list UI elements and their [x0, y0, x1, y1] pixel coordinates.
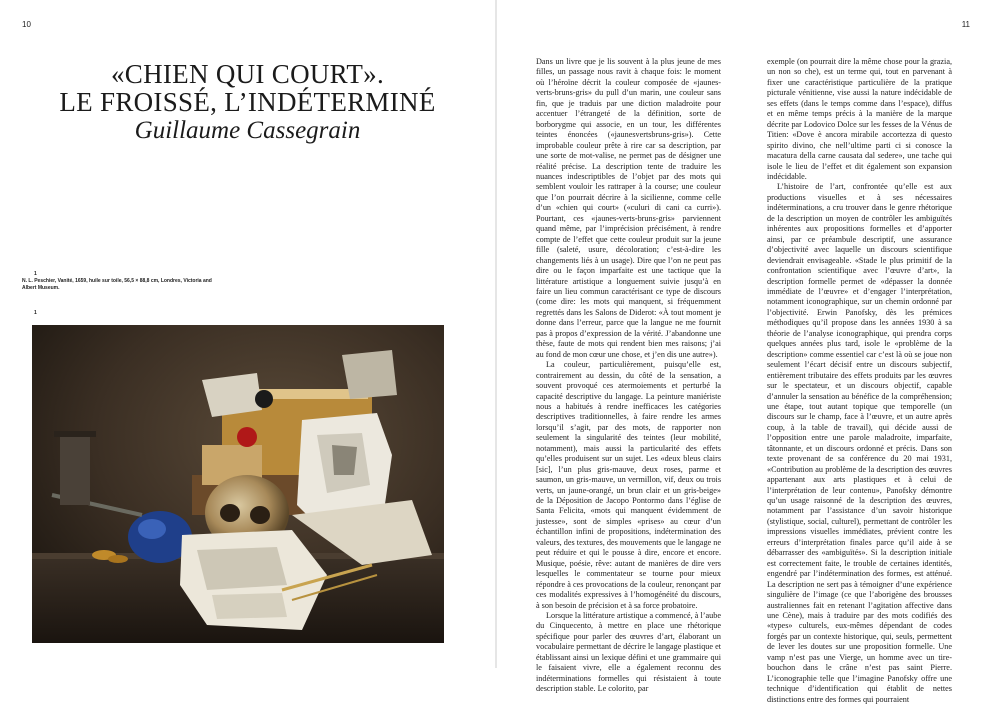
caption-figure-number: 1: [34, 271, 37, 277]
paragraph: La couleur, particulièrement, puisqu’elle est, contrairement au dessin, du côté de la sensation, a souvent provoqué ces atermoiements et perturbé la capacité descriptive du langage. La peinture maniériste nous a habitués à rendre inefficaces les catégories descriptives traditionnelles, à faire rendre les armes lorsqu’il s’agit, par des mots, de rapporter non seulement la singularité des teintes (leur mobilité, notamment), mais aussi la particularité des effets qu’elles produisent sur un sujet. Les «deux bleus clairs [sic], l’un plus gris-mauve, deux roses, parme et saumon, un gris-mauve, un vermillon, vif, deux ou trois verts, un jaune-orangé, un brun clair et un gris-beige» de la Déposition de Jacopo Pontormo dans l’église de Santa Felicita, «mots qui manquent évidemment de justesse», sont de simples «prises» au cœur d’un échantillon infini de propositions, indétermination des valeurs, des textures, des mouvements que le langage ne peut réduire et qui le pousse à dire, encore et encore. Musique, poésie, rêve: autant de manières de dire vers lesquelles le commentateur se tourne pour mieux répondre à ces provocations de la couleur, renonçant par ces modalités expressives à l’homogénéité du discours, à son besoin de précision et à sa force probatoire.: [536, 360, 721, 610]
left-page: [0, 0, 495, 668]
page-number-left: 10: [22, 20, 31, 29]
chapter-title-line-2: LE FROISSÉ, L’INDÉTERMINÉ: [59, 87, 436, 117]
paragraph: exemple (on pourrait dire la même chose pour la grazia, un non so che), est un terme qui, tout en parvenant à fixer une caractéristique particulière de la pratique picturale vénitienne, vise aussi la nature indécidable de ses effets (dans le temps comme dans l’espace), diffus et en même temps précis à la manière de la marque décrite par Lodovico Dolce sur les fesses de la Vénus de Titien: «Dove è ancora mirabile accortezza di questo spirito divino, che nell’ultime parti ci si conosce la macatura della carne causata dal sedere», une tache qui isole le lieu de l’effet et dit également son expansion indécidable.: [767, 57, 952, 181]
text-column-1: [536, 57, 721, 694]
red-wax-seal: [237, 427, 257, 447]
page-number-right: 11: [961, 20, 970, 29]
paragraph: Lorsque la littérature artistique a commencé, à l’aube du Cinquecento, à mettre en place une rhétorique spécifique pour parler des œuvres d’art, élaborant un vocabulaire permettant de décrire le langage plastique et établissant ainsi un lexique défini et une grammaire qui le faisaient vivre, elle a également reconnu des indéterminations formelles qui résistaient à toute description stable. Le colorito, par: [536, 611, 721, 694]
painting-illustration: [32, 325, 444, 643]
paragraph: Dans un livre que je lis souvent à la plus jeune de mes filles, un passage nous ravit à chaque fois: le moment où l’héroïne décrit la couleur composée de «jaunes-verts-bruns-gris» du pull d’un marin, une couleur sans fin, que je traduis par une diction maladroite pour accentuer l’étrangeté de la définition, sorte de borborygme qui associe, en un tour, les différentes teintes énoncées («jaunesvertsbruns-gris»). Cette improbable couleur prête à rire car sa description, par une sorte de mot-valise, ne permet pas de désigner une réalité précise. La description tente de traduire les nuances indescriptibles de l’objet par des mots qui semblent vouloir les rattraper à la course; une couleur que l’on pourrait décrire à la sicilienne, comme celle d’un «chien qui court» («culuri di cani ca curri»). Pourtant, ces «jaunes-verts-bruns-gris» parviennent quand même, par l’imprécision précisément, à rendre compte de l’effet que cette couleur produit sur la jeune fille (saleté, usure, décoloration; c’est-à-dire les changements liés à un usage). Dire que l’on ne peut pas dire ou le façon imparfaite est une tactique que la littérature artistique a longuement suivie jusqu’à en faire un lieu commun caractérisant ce type de discours (come dire: les mots qui manquent, si fréquemment regrettés dans les Salons de Diderot: «À tout moment je donne dans l’erreur, parce que la langue ne me fournit pas à propos d’expression de la vérité. J’abandonne une thèse, faute de mots qui rendent bien mes raisons; j’ai au fond de mon cœur une chose, et j’en dis une autre»).: [536, 57, 721, 359]
image-figure-number: 1: [34, 310, 37, 316]
chapter-title-line-1: «CHIEN QUI COURT».: [110, 59, 384, 89]
chapter-title-block: [0, 60, 495, 146]
text-column-2: [767, 57, 952, 704]
chapter-author: Guillaume Cassegrain: [134, 117, 361, 144]
black-seal: [255, 390, 273, 408]
paragraph: L’histoire de l’art, confrontée qu’elle est aux productions visuelles et à ses nécessaires indéterminations, a cru trouver dans le genre rhétorique de la description un moyen de contrôler les ambiguïtés inhérentes aux propositions formelles et d’apporter ainsi, par ce préambule descriptif, une assurance d’objectivité avec laquelle un discours scientifique deviendrait envisageable. «Stade le plus primitif de la confrontation scientifique avec l’œuvre d’art», la description formelle permet de «dépasser la donnée immédiate de l’œuvre» et d’engager l’interprétation, notamment iconographique, sur un chemin ordonné par l’objectivité. Erwin Panofsky, dès les prémices méthodiques qu’il propose dans les années 1930 à sa théorie de l’analyse iconographique, qui prendra corps quelques années plus tard, isole le «problème de la description» comme essentiel car c’est là où se joue non seulement l’écart décisif entre un discours subjectif, entièrement tributaire des effets produits par les œuvres sur le spectateur, et un discours objectif, capable d’annuler la sensation au bénéfice de la compréhension; une étape, tout autant topique que temporelle (un discours sur le champ, face à l’œuvre, et un autre après coup, à la table de travail), qui décide aussi de l’opposition entre une parole maladroite, imparfaite, tâtonnante, et un discours ordonné et précis. Dans son texte provenant de sa conférence du 20 mai 1931, «Contribution au problème de la description des œuvres appartenant aux arts plastiques et à celui de l’interprétation de leur contenu», Panofsky démontre qu’un usage raisonné de la description des œuvres, notamment par l’assistance d’un savoir historique (stylistique, social, culturel), permettant de contrôler les impressions visuelles immédiates, prévient contre les erreurs d’interprétation finales parce qu’il aide à se débarrasser des «ambiguïtés». Si la description initiale est correctement faite, le trouble de certaines identités, engendré par l’indétermination des formes, est atténué. La description ne sert pas à témoigner d’une expérience singulière de l’image (ce que l’aborigène des brousses australiennes fait en retenant l’agitation affective dans une Cène), mais à traduire par des mots codifiés des «types» culturels, eux-mêmes dépendant de codes forgés par un contexte historique, qui, seuls, permettent de lever les doutes sur une proposition formelle. Une vamp n’est pas une Vierge, un homme avec un tire-bouchon dans le crâne n’est pas saint Pierre. L’iconographie telle que l’imagine Panofsky offre une technique d’identification qui établit de nettes distinctions entre des formes qui pourraient: [767, 182, 952, 704]
vanitas-painting: [32, 325, 444, 643]
figure-caption: N. L. Peschier, Vanité, 1659, huile sur toile, 56,5 × 88,8 cm, Londres, Victoria and Albert Museum.: [22, 278, 212, 291]
